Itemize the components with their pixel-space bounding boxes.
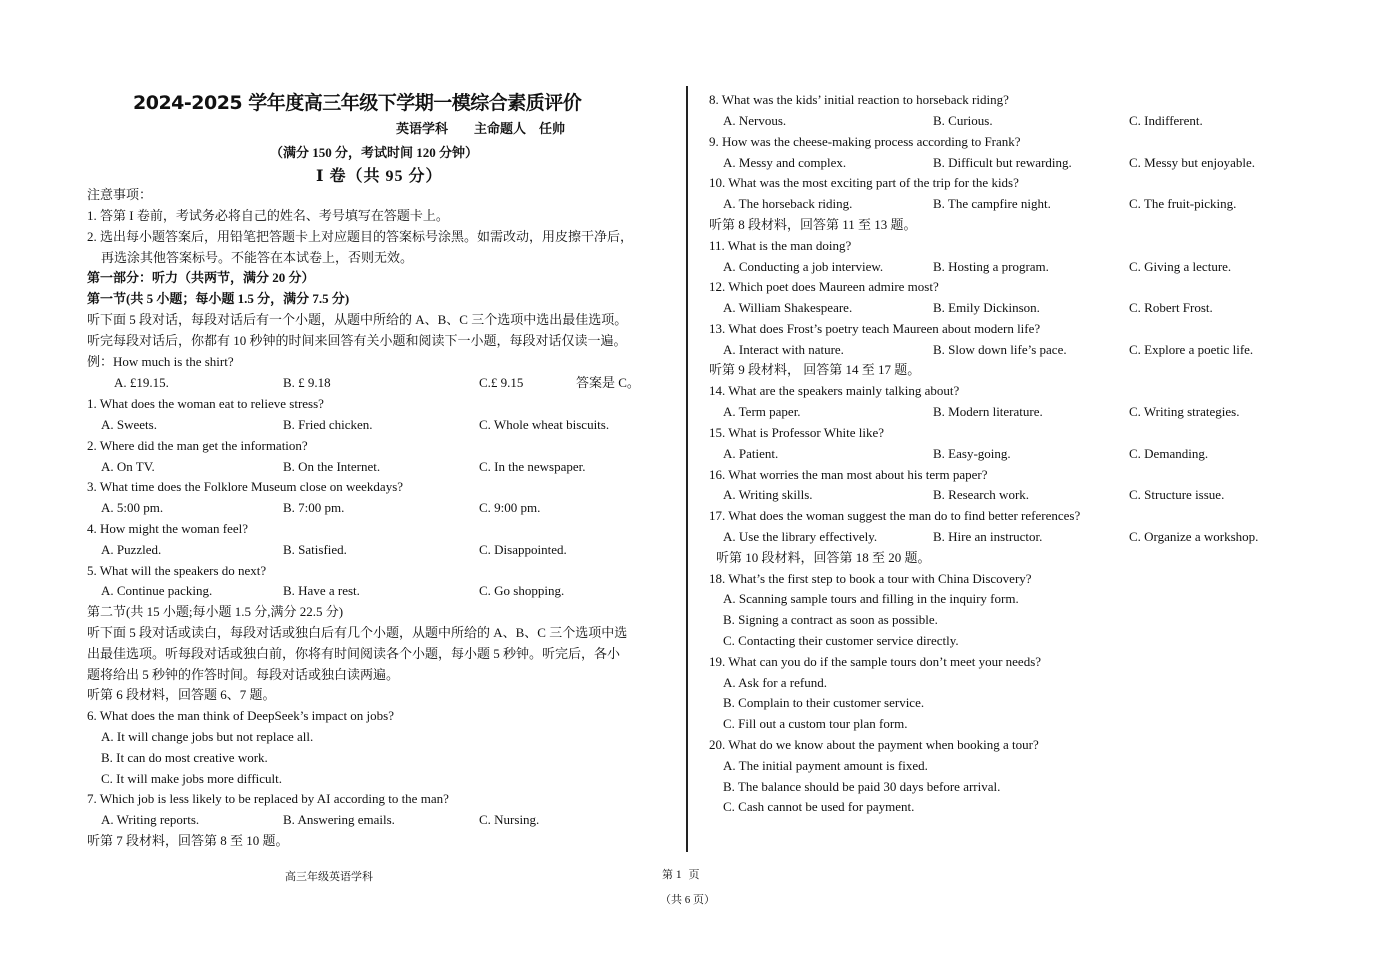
- left-text-line: C. 9:00 pm.: [479, 500, 541, 515]
- left-text-line: 题将给出 5 秒钟的作答时间。每段对话或独白读两遍。: [87, 667, 400, 682]
- right-text-line: A. Ask for a refund.: [723, 675, 827, 690]
- page-number: 1: [675, 867, 682, 881]
- left-text-line: 6. What does the man think of DeepSeek’s impact on jobs?: [87, 708, 394, 723]
- right-text-line: B. Slow down life’s pace.: [933, 342, 1067, 357]
- full-mark-note: （满分 150 分，考试时间 120 分钟）: [270, 145, 479, 160]
- left-text-line: 听第 6 段材料，回答题 6、7 题。: [87, 687, 276, 702]
- left-text-line: B. It can do most creative work.: [101, 750, 268, 765]
- left-text-line: C.£ 9.15: [479, 375, 524, 390]
- left-text-line: 注意事项：: [87, 187, 153, 202]
- right-text-line: 8. What was the kids’ initial reaction to horseback riding?: [709, 92, 1009, 107]
- subject-line: 英语学科 主命题人 任帅: [396, 122, 566, 137]
- right-text-line: 听第 10 段材料，回答第 18 至 20 题。: [716, 550, 931, 565]
- right-text-line: A. Term paper.: [723, 404, 801, 419]
- right-text-line: 17. What does the woman suggest the man do to find better references?: [709, 508, 1081, 523]
- left-text-line: C. Nursing.: [479, 812, 540, 827]
- right-text-line: 12. Which poet does Maureen admire most?: [709, 279, 939, 294]
- right-text-line: 11. What is the man doing?: [709, 238, 852, 253]
- left-text-line: 2. 选出每小题答案后，用铅笔把答题卡上对应题目的答案标号涂黑。如需改动，用皮擦干净后，: [87, 229, 634, 244]
- footer-total-pages: （共 6 页）: [660, 894, 715, 906]
- left-text-line: C. In the newspaper.: [479, 459, 586, 474]
- left-text-line: B. Satisfied.: [283, 542, 347, 557]
- left-text-line: 第一部分：听力（共两节，满分 20 分）: [87, 270, 315, 285]
- left-text-line: C. It will make jobs more difficult.: [101, 771, 283, 786]
- left-text-line: C. Go shopping.: [479, 583, 565, 598]
- left-text-line: 1. 答第 I 卷前，考试务必将自己的姓名、考号填写在答题卡上。: [87, 208, 449, 223]
- right-text-line: A. The horseback riding.: [723, 196, 853, 211]
- right-text-line: 9. How was the cheese-making process according to Frank?: [709, 134, 1021, 149]
- right-text-line: C. The fruit-picking.: [1129, 196, 1237, 211]
- left-text-line: 答案是 C。: [576, 375, 640, 390]
- left-text-line: A. Sweets.: [101, 417, 157, 432]
- right-text-line: 听第 8 段材料，回答第 11 至 13 题。: [709, 217, 917, 232]
- right-text-line: A. Writing skills.: [723, 487, 813, 502]
- right-text-line: A. Use the library effectively.: [723, 529, 878, 544]
- left-text-line: A. Continue packing.: [101, 583, 213, 598]
- right-text-line: C. Demanding.: [1129, 446, 1209, 461]
- right-text-line: A. Conducting a job interview.: [723, 259, 884, 274]
- right-text-line: B. The balance should be paid 30 days before arrival.: [723, 779, 1001, 794]
- volume-heading: Ⅰ 卷（共 95 分）: [316, 168, 443, 185]
- left-text-line: 听下面 5 段对话，每段对话后有一个小题，从题中所给的 A、B、C 三个选项中选出最佳选项。: [87, 312, 628, 327]
- left-text-line: 第一节(共 5 小题；每小题 1.5 分，满分 7.5 分): [87, 291, 350, 306]
- right-text-line: 13. What does Frost’s poetry teach Maureen about modern life?: [709, 321, 1041, 336]
- right-text-line: B. Modern literature.: [933, 404, 1043, 419]
- left-text-line: B. Fried chicken.: [283, 417, 373, 432]
- right-text-line: C. Structure issue.: [1129, 487, 1225, 502]
- right-text-line: C. Robert Frost.: [1129, 300, 1213, 315]
- right-text-line: B. Signing a contract as soon as possible.: [723, 612, 938, 627]
- right-text-line: 10. What was the most exciting part of the trip for the kids?: [709, 175, 1019, 190]
- left-text-line: B. 7:00 pm.: [283, 500, 345, 515]
- right-text-line: C. Messy but enjoyable.: [1129, 155, 1256, 170]
- right-text-line: 15. What is Professor White like?: [709, 425, 884, 440]
- left-text-line: B. Have a rest.: [283, 583, 360, 598]
- left-text-line: C. Disappointed.: [479, 542, 567, 557]
- footer-grade-subject: 高三年级英语学科: [285, 871, 373, 883]
- right-text-line: A. Interact with nature.: [723, 342, 844, 357]
- page-prefix: 第: [662, 869, 673, 881]
- left-text-line: 听第 7 段材料，回答第 8 至 10 题。: [87, 833, 289, 848]
- left-text-line: 7. Which job is less likely to be replaced by AI according to the man?: [87, 791, 449, 806]
- left-text-line: 听下面 5 段对话或读白，每段对话或独白后有几个小题，从题中所给的 A、B、C 三个选项中选: [87, 625, 628, 640]
- left-text-line: A. It will change jobs but not replace all.: [101, 729, 314, 744]
- right-text-line: A. Scanning sample tours and filling in the inquiry form.: [723, 591, 1019, 606]
- left-text-line: 第二节(共 15 小题;每小题 1.5 分,满分 22.5 分): [87, 604, 344, 619]
- left-text-line: 2. Where did the man get the information?: [87, 438, 308, 453]
- right-text-line: A. Patient.: [723, 446, 779, 461]
- right-text-line: C. Cash cannot be used for payment.: [723, 799, 915, 814]
- right-text-line: 19. What can you do if the sample tours don’t meet your needs?: [709, 654, 1042, 669]
- right-text-line: B. Complain to their customer service.: [723, 695, 925, 710]
- left-text-line: 1. What does the woman eat to relieve stress?: [87, 396, 324, 411]
- right-text-line: 听第 9 段材料， 回答第 14 至 17 题。: [709, 362, 921, 377]
- left-text-line: 听完每段对话后，你都有 10 秒钟的时间来回答有关小题和阅读下一小题，每段对话仅读一遍。: [87, 333, 627, 348]
- right-text-line: C. Writing strategies.: [1129, 404, 1240, 419]
- left-text-line: A. 5:00 pm.: [101, 500, 164, 515]
- right-text-line: C. Indifferent.: [1129, 113, 1203, 128]
- right-text-line: B. Hosting a program.: [933, 259, 1049, 274]
- column-divider: [686, 86, 688, 852]
- left-text-line: 出最佳选项。听每段对话或独白前，你将有时间阅读各个小题，每小题 5 秒钟。听完后，各小: [87, 646, 621, 661]
- right-text-line: C. Fill out a custom tour plan form.: [723, 716, 908, 731]
- left-text-line: A. On TV.: [101, 459, 155, 474]
- right-text-line: C. Giving a lecture.: [1129, 259, 1232, 274]
- left-text-line: C. Whole wheat biscuits.: [479, 417, 610, 432]
- right-text-line: B. Difficult but rewarding.: [933, 155, 1072, 170]
- page-suffix: 页: [688, 869, 700, 881]
- left-text-line: 5. What will the speakers do next?: [87, 563, 267, 578]
- footer-page: [662, 866, 700, 882]
- right-text-line: 16. What worries the man most about his term paper?: [709, 467, 988, 482]
- right-text-line: 20. What do we know about the payment when booking a tour?: [709, 737, 1039, 752]
- left-text-line: B. £ 9.18: [283, 375, 331, 390]
- right-text-line: C. Contacting their customer service directly.: [723, 633, 959, 648]
- left-text-line: 3. What time does the Folklore Museum close on weekdays?: [87, 479, 404, 494]
- left-text-line: 例：How much is the shirt?: [87, 354, 234, 369]
- right-text-line: B. Easy-going.: [933, 446, 1011, 461]
- right-text-line: B. Research work.: [933, 487, 1030, 502]
- right-text-line: C. Explore a poetic life.: [1129, 342, 1254, 357]
- right-text-line: A. William Shakespeare.: [723, 300, 853, 315]
- left-text-line: 4. How might the woman feel?: [87, 521, 249, 536]
- right-text-line: 18. What’s the first step to book a tour with China Discovery?: [709, 571, 1032, 586]
- left-text-line: A. £19.15.: [114, 375, 169, 390]
- left-text-line: B. Answering emails.: [283, 812, 395, 827]
- right-text-line: B. Hire an instructor.: [933, 529, 1043, 544]
- right-text-line: A. The initial payment amount is fixed.: [723, 758, 928, 773]
- left-text-line: B. On the Internet.: [283, 459, 381, 474]
- right-text-line: B. The campfire night.: [933, 196, 1051, 211]
- left-text-line: 再选涂其他答案标号。不能答在本试卷上，否则无效。: [101, 250, 414, 265]
- page-title: 2024-2025 学年度高三年级下学期一模综合素质评价: [133, 92, 582, 114]
- right-text-line: B. Curious.: [933, 113, 993, 128]
- right-text-line: 14. What are the speakers mainly talking about?: [709, 383, 960, 398]
- right-text-line: B. Emily Dickinson.: [933, 300, 1040, 315]
- right-text-line: C. Organize a workshop.: [1129, 529, 1259, 544]
- left-text-line: A. Writing reports.: [101, 812, 200, 827]
- right-text-line: A. Messy and complex.: [723, 155, 847, 170]
- left-text-line: A. Puzzled.: [101, 542, 162, 557]
- right-text-line: A. Nervous.: [723, 113, 787, 128]
